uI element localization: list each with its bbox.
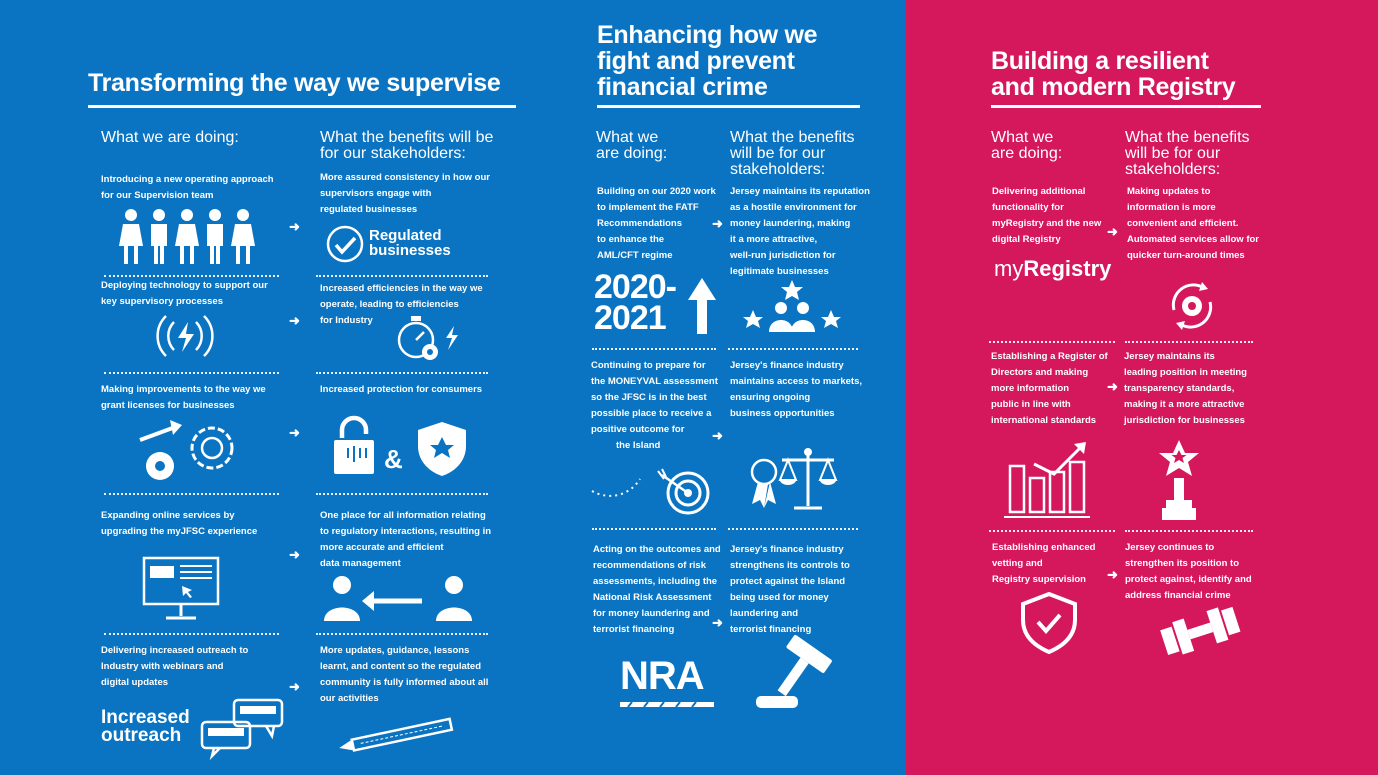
crime-doing-2 [591,358,718,454]
text-line: ensuring ongoing [730,392,811,403]
text-line: Registry supervision [992,574,1086,585]
text-line: as a hostile environment for [730,202,857,213]
gear-refresh-icon [1166,280,1218,332]
title-line: financial crime [597,73,768,101]
text-line: information is more [1127,202,1216,213]
text-line: more accurate and efficient [320,542,444,553]
text-line: Introducing a new operating approach [101,174,274,185]
registry-benefit-3 [1125,540,1252,604]
text-line: the MONEYVAL assessment [591,376,718,387]
registry-doing-2 [991,349,1108,429]
text-line: Directors and making [991,367,1089,378]
title-line: Enhancing how we [597,21,818,49]
text-line: Increased protection for consumers [320,384,483,395]
heading-line: are doing: [596,145,668,162]
underlined-banner-icon [620,700,714,708]
year-line: 2020- [594,268,676,306]
award-stars-people-icon [743,280,841,334]
text-line: National Risk Assessment [593,592,712,603]
text-line: protect against the Island [730,576,846,587]
text-line: Recommendations [597,218,682,229]
supervise-col-benefits [320,130,493,162]
arrow-icon: ➜ [289,313,300,328]
text-line: data management [320,558,401,569]
supervise-benefit-1 [320,170,490,218]
arrow-icon: ➜ [289,679,300,694]
arrow-icon: ➜ [289,547,300,562]
text-line: leading position in meeting [1124,367,1247,378]
text-line: to implement the FATF [597,202,699,213]
text-line: key supervisory processes [101,296,223,307]
text-line: supervisors engage with [320,188,432,199]
arrow-icon: ➜ [289,425,300,440]
crime-benefit-3 [730,542,850,638]
text-line: Continuing to prepare for [591,360,706,371]
divider [316,372,488,374]
text-line: Automated services allow for [1127,234,1259,245]
year-label [594,268,676,337]
shield-star-icon [416,420,468,478]
text-line: Expanding online services by [101,510,235,521]
text-line: Industry with webinars and [101,661,224,672]
text-line: more information [991,383,1070,394]
supervise-doing-5 [101,643,248,691]
bar-chart-growth-icon [1004,440,1090,520]
supervise-doing-3 [101,382,266,414]
text-line: strengthens its controls to [730,560,850,571]
text-line: for Industry [320,315,373,326]
divider [989,530,1115,532]
text-line: More updates, guidance, lessons [320,645,470,656]
lightning-power-icon [154,310,216,362]
supervise-benefit-5 [320,643,488,707]
text-line: international standards [991,415,1097,426]
divider [728,528,858,530]
arrow-icon: ➜ [1107,379,1118,394]
text-line: Acting on the outcomes and [593,544,721,555]
gears-arrow-icon [140,418,244,484]
chat-bubbles-icon [200,698,286,758]
title-underline [88,105,516,108]
label-line: Regulated [369,227,442,244]
supervise-col-doing: What we are doing: [101,129,239,146]
text-line: money laundering, making [730,218,851,229]
text-line: to enhance the [597,234,665,245]
heading-line: What the benefits will be [320,129,494,146]
checkmark-circle-icon [327,226,365,264]
divider [104,633,279,635]
label-line: Increased [101,707,190,728]
arrow-icon: ➜ [1107,567,1118,582]
text-line: Delivering additional [992,186,1086,197]
divider [104,372,279,374]
heading-line: will be for our [1125,145,1221,162]
text-line: Jersey maintains its reputation [730,186,870,197]
registry-doing-1 [992,184,1101,248]
crime-doing-3 [593,542,721,638]
text-line: Deploying technology to support our [101,280,268,291]
label-line: businesses [369,242,451,259]
people-icon [118,208,260,268]
text-line: Increased efficiencies in the way we [320,283,483,294]
registry-doing-3 [992,540,1095,588]
logo-bold-text: Registry [1023,256,1112,281]
text-line: operate, leading to efficiencies [320,299,459,310]
arrow-icon: ➜ [712,615,723,630]
rosette-scales-icon [748,446,846,516]
text-line: Jersey maintains its [1124,351,1215,362]
text-line: it a more attractive, [730,234,818,245]
arrow-icon: ➜ [289,219,300,234]
text-line: recommendations of risk [593,560,706,571]
heading-line: What the benefits [1125,129,1250,146]
divider [316,633,488,635]
text-line: for money laundering and [593,608,710,619]
text-line: the Island [616,440,661,451]
text-line: being used for money [730,592,829,603]
supervise-title: Transforming the way we supervise [88,69,501,97]
monitor-icon [142,556,220,624]
year-line: 2021 [594,299,666,337]
title-line: fight and prevent [597,47,795,75]
logo-light-text: my [994,256,1024,281]
title-underline [597,105,860,108]
heading-line: stakeholders: [1125,161,1221,178]
supervise-doing-2 [101,278,268,310]
nra-label: NRA [620,654,704,698]
text-line: terrorist financing [730,624,812,635]
divider [316,493,488,495]
supervise-benefit-3 [320,382,482,398]
arrow-icon: ➜ [712,428,723,443]
text-line: vetting and [992,558,1043,569]
heading-line: will be for our [730,145,826,162]
text-line: Jersey's finance industry [730,544,844,555]
padlock-icon [332,416,378,476]
text-line: community is fully informed about all [320,677,489,688]
crime-doing-1 [597,184,716,264]
crime-title [597,22,817,100]
crime-benefit-2 [730,358,862,422]
text-line: our activities [320,693,379,704]
divider [104,275,279,277]
text-line: Building on our 2020 work [597,186,716,197]
text-line: quicker turn-around times [1127,250,1245,261]
heading-line: What we [991,129,1054,146]
text-line: One place for all information relating [320,510,486,521]
crime-col-benefits [730,130,855,178]
text-line: positive outcome for [591,424,685,435]
heading-line: What the benefits [730,129,855,146]
text-line: transparency standards, [1124,383,1235,394]
text-line: protect against, identify and [1125,574,1252,585]
text-line: public in line with [991,399,1071,410]
text-line: Delivering increased outreach to [101,645,249,656]
title-line: and modern Registry [991,73,1236,101]
text-line: functionality for [992,202,1064,213]
gavel-icon [752,636,848,710]
divider [592,348,716,350]
text-line: possible place to receive a [591,408,712,419]
person-to-person-icon [322,575,474,623]
text-line: digital updates [101,677,169,688]
text-line: convenient and efficient. [1127,218,1239,229]
divider [592,528,716,530]
dumbbell-icon [1158,604,1242,656]
text-line: learnt, and content so the regulated [320,661,481,672]
target-icon [590,465,716,515]
divider [316,275,488,277]
text-line: Jersey's finance industry [730,360,844,371]
up-arrow-icon [687,278,717,336]
text-line: legitimate businesses [730,266,829,277]
supervise-doing-1 [101,172,274,204]
arrow-icon: ➜ [712,216,723,231]
registry-col-benefits [1125,130,1250,178]
title-underline [991,105,1261,108]
text-line: Making improvements to the way we [101,384,266,395]
text-line: to regulatory interactions, resulting in [320,526,492,537]
stopwatch-gear-icon [396,314,464,364]
text-line: upgrading the myJFSC experience [101,526,258,537]
text-line: More assured consistency in how our [320,172,490,183]
crime-col-doing [596,130,667,162]
supervise-benefit-4 [320,508,491,572]
text-line: Jersey continues to [1125,542,1215,553]
registry-benefit-2 [1124,349,1247,429]
title-line: Building a resilient [991,47,1209,75]
ampersand: & [384,444,403,474]
supervise-doing-4 [101,508,257,540]
registry-benefit-1 [1127,184,1259,264]
text-line: so the JFSC is in the best [591,392,707,403]
crime-benefit-1 [730,184,870,280]
heading-line: stakeholders: [730,161,826,178]
text-line: AML/CFT regime [597,250,673,261]
text-line: grant licenses for businesses [101,400,235,411]
heading-line: are doing: [991,145,1063,162]
text-line: business opportunities [730,408,835,419]
text-line: digital Registry [992,234,1061,245]
heading-line: What we [596,129,659,146]
text-line: Making updates to [1127,186,1211,197]
regulated-businesses-label [369,228,451,258]
heading-line: for our stakeholders: [320,145,466,162]
label-line: outreach [101,725,182,746]
divider [1125,530,1253,532]
shield-check-icon [1020,592,1078,654]
increased-outreach-label [101,709,190,745]
divider [104,493,279,495]
text-line: myRegistry and the new [992,218,1102,229]
text-line: strengthen its position to [1125,558,1239,569]
pencil-icon [338,718,460,754]
text-line: making it a more attractive [1124,399,1245,410]
text-line: Establishing a Register of [991,351,1108,362]
myregistry-logo [994,256,1111,282]
text-line: for our Supervision team [101,190,214,201]
text-line: assessments, including the [593,576,718,587]
text-line: well-run jurisdiction for [730,250,836,261]
arrow-icon: ➜ [1107,224,1118,239]
registry-title [991,48,1235,100]
divider [1125,341,1253,343]
text-line: jurisdiction for businesses [1124,415,1245,426]
star-trophy-icon [1156,438,1202,522]
text-line: laundering and [730,608,799,619]
text-line: regulated businesses [320,204,418,215]
text-line: Establishing enhanced [992,542,1096,553]
text-line: address financial crime [1125,590,1231,601]
divider [989,341,1115,343]
text-line: terrorist financing [593,624,675,635]
registry-col-doing [991,130,1062,162]
text-line: maintains access to markets, [730,376,863,387]
divider [728,348,858,350]
